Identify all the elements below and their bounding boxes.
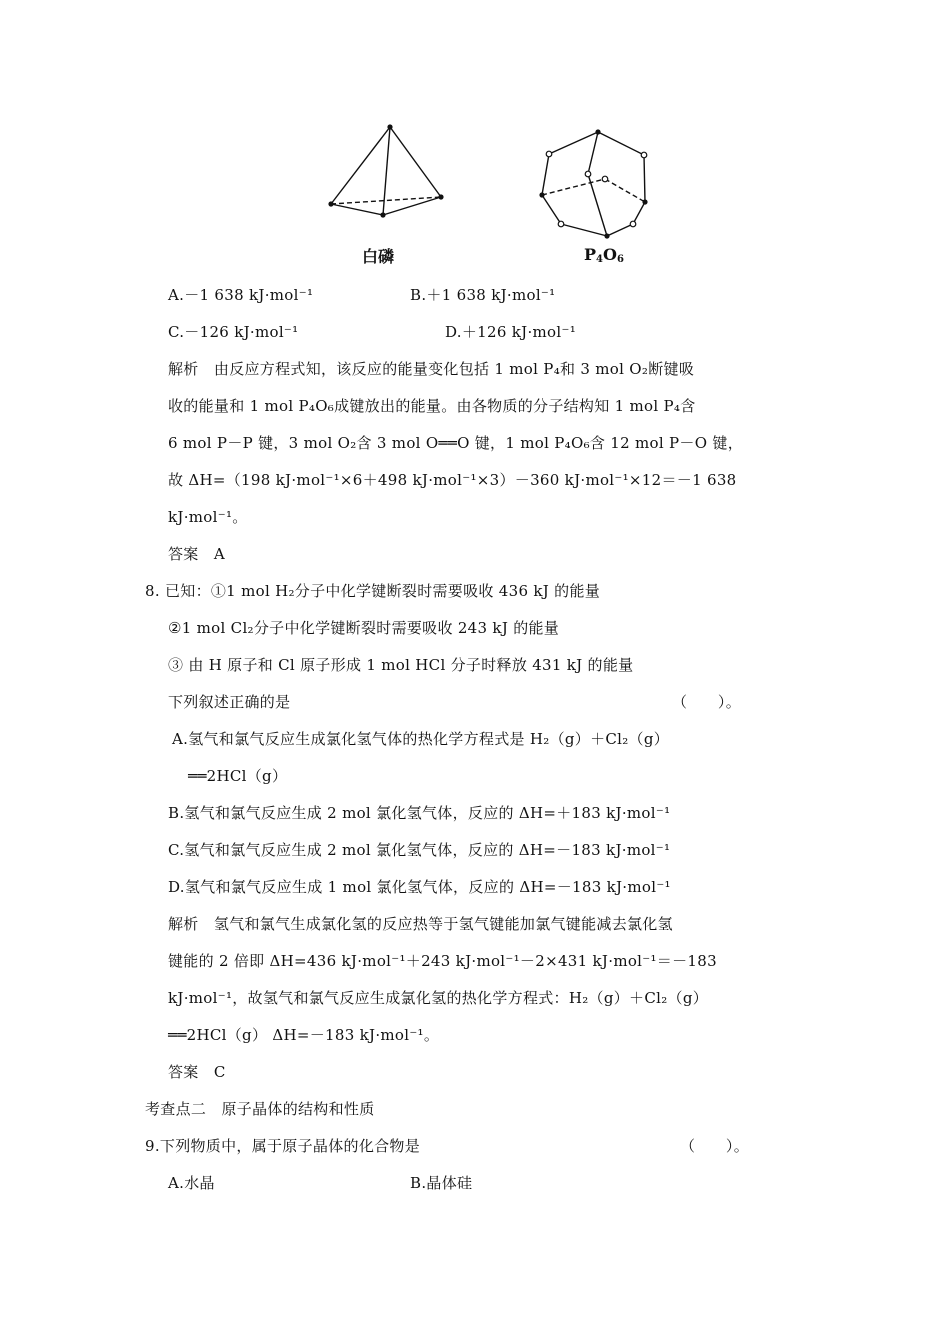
q7-analysis-line: 解析 由反应方程式知，该反应的能量变化包括 1 mol P₄和 3 mol O₂断键吸 (168, 360, 695, 378)
q7-option-a: A.－1 638 kJ·mol⁻¹ (168, 286, 314, 304)
q7-answer: 答案 A (168, 545, 226, 563)
q8-option-a: A.氢气和氯气反应生成氯化氢气体的热化学方程式是 H₂（g）＋Cl₂（g） (172, 730, 670, 748)
p4o6-caption: $P_4O_6$ (584, 245, 624, 265)
white-phosphorus-tetrahedron (331, 127, 441, 215)
q7-option-c: C.－126 kJ·mol⁻¹ (168, 323, 299, 341)
p4o6-molecule (542, 132, 645, 236)
q8-answer-blank: （ ）。 (672, 693, 742, 711)
q7-analysis-line: 6 mol P－P 键，3 mol O₂含 3 mol O══O 键，1 mol P₄O₆含 12 mol P－O 键， (168, 434, 743, 452)
q8-option-a-cont: ══2HCl（g） (188, 767, 288, 785)
q7-analysis-line: 收的能量和 1 mol P₄O₆成键放出的能量。由各物质的分子结构知 1 mol P₄含 (168, 397, 696, 415)
q8-answer: 答案 C (168, 1063, 226, 1081)
q7-option-b: B.＋1 638 kJ·mol⁻¹ (410, 286, 556, 304)
q8-option-b: B.氢气和氯气反应生成 2 mol 氯化氢气体，反应的 ΔH=＋183 kJ·mol⁻¹ (168, 804, 671, 822)
q7-analysis-line: 故 ΔH=（198 kJ·mol⁻¹×6＋498 kJ·mol⁻¹×3）－360 kJ·mol⁻¹×12＝－1 638 (168, 471, 737, 489)
q8-analysis-line: 键能的 2 倍即 ΔH=436 kJ·mol⁻¹＋243 kJ·mol⁻¹－2×431 kJ·mol⁻¹＝－183 (168, 952, 717, 970)
section-heading: 考查点二 原子晶体的结构和性质 (145, 1100, 375, 1118)
white-phosphorus-caption: 白磷 (362, 247, 395, 266)
q8-option-d: D.氢气和氯气反应生成 1 mol 氯化氢气体，反应的 ΔH=－183 kJ·mol⁻¹ (168, 878, 671, 896)
q8-analysis-line: kJ·mol⁻¹，故氢气和氯气反应生成氯化氢的热化学方程式：H₂（g）＋Cl₂（g） (168, 989, 709, 1007)
q9-option-a: A.水晶 (168, 1174, 215, 1192)
q8-stem-line: ②1 mol Cl₂分子中化学键断裂时需要吸收 243 kJ 的能量 (168, 619, 560, 637)
q8-analysis-line: ══2HCl（g） ΔH=－183 kJ·mol⁻¹。 (168, 1026, 440, 1044)
q8-analysis-line: 解析 氢气和氯气生成氯化氢的反应热等于氢气键能加氯气键能减去氯化氢 (168, 915, 673, 933)
q8-stem-line: ③ 由 H 原子和 Cl 原子形成 1 mol HCl 分子时释放 431 kJ 的能量 (168, 656, 634, 674)
q8-option-c: C.氢气和氯气反应生成 2 mol 氯化氢气体，反应的 ΔH=－183 kJ·mol⁻¹ (168, 841, 671, 859)
q8-stem-line: 下列叙述正确的是 (168, 693, 291, 711)
q7-analysis-line: kJ·mol⁻¹。 (168, 508, 248, 526)
q8-stem-line: 8. 已知：①1 mol H₂分子中化学键断裂时需要吸收 436 kJ 的能量 (145, 582, 601, 600)
q9-answer-blank: （ ）。 (680, 1137, 750, 1155)
q9-option-b: B.晶体硅 (410, 1174, 473, 1192)
q7-option-d: D.＋126 kJ·mol⁻¹ (445, 323, 577, 341)
molecule-figure (320, 118, 660, 273)
q9-stem: 9.下列物质中，属于原子晶体的化合物是 (145, 1137, 421, 1155)
